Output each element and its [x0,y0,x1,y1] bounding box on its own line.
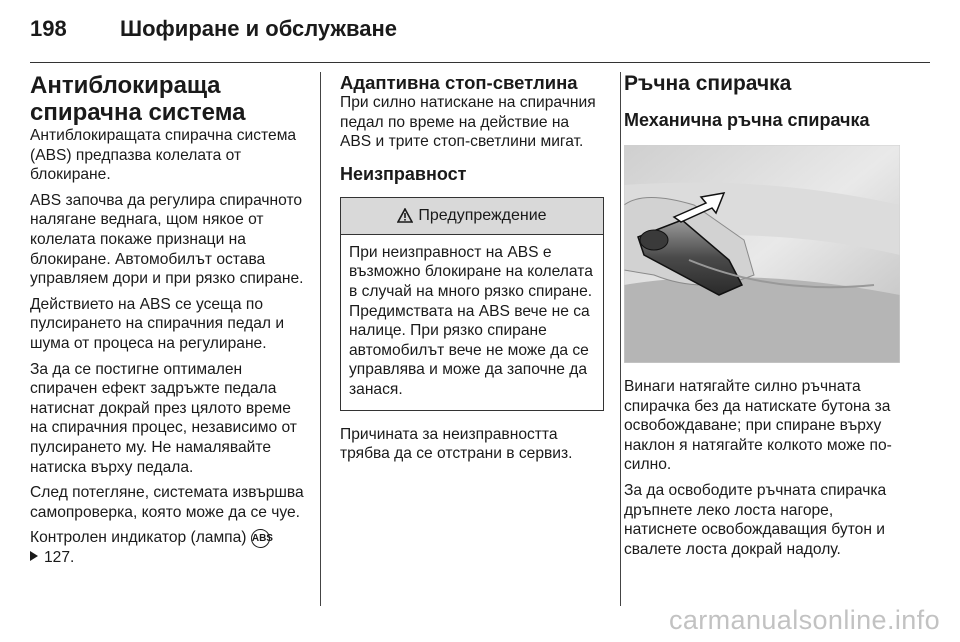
adaptive-brake-light-section [340,72,604,470]
page-header [30,16,397,46]
section-title: Ръчна спирачка [624,72,792,95]
paragraph: Антиблокиращата спирачна система (ABS) предпазва колелата от блокиране. [30,127,297,184]
warning-box [340,197,604,411]
header-divider [30,62,930,63]
paragraph: ABS започва да регулира спирачното налягане веднага, щом някое от колелата покаже признаци на блокиране. Автомобилът остава управляем дори и при рязко спиране. [30,191,304,288]
paragraph: При силно натискане на спирачния педал по време на действие на ABS и трите стоп-светлини мигат. [340,94,596,151]
indicator-text: Контролен индикатор (лампа) [30,529,247,547]
paragraph: За да освободите ръчната спирачка дръпнете леко лоста нагоре, натиснете освобождаващия бутон и свалете лоста докрай надолу. [624,481,887,558]
warning-header [341,198,603,235]
section-title: Адаптивна стоп-светлина [340,72,578,93]
watermark: carmanualsonline.info [668,605,940,635]
warning-title: Предупреждение [418,206,547,224]
section-title: Антиблокиращa спирачна система [30,72,246,126]
subsection-title: Неизправност [340,163,467,184]
warning-text: При неизправност на ABS е възможно блокиране на колелата в случай на много рязко спиране. Предимствата на ABS вече не са налице. При рязко спиране автомобилът вече не може да се управлява и може да започне да занася. [349,243,593,398]
page-reference[interactable]: 127. [44,549,75,567]
handbrake-photo [624,145,900,363]
abs-section [30,72,312,574]
page-number: 198 [30,16,67,41]
column-divider [320,72,321,606]
chapter-title: Шофиране и обслужване [120,16,398,41]
arrow-ref-icon [30,551,38,561]
paragraph: Причината за неизправността трябва да се отстрани в сервиз. [340,425,573,463]
paragraph: След потегляне, системата извършва самопроверка, която може да се чуе. [30,484,304,521]
paragraph: За да се постигне оптимален спирачен ефект задръжте педала натиснат докрай през цялото време на спирачния процес, независимо от пулсирането му. Не намалявайте натиска върху педала. [30,360,297,476]
subsection-title: Механична ръчна спирачка [624,110,870,130]
column-divider [620,72,621,606]
handbrake-section [624,72,908,565]
paragraph: Винаги натягайте силно ръчната спирачка без да натискате бутона за освобождаване; при спиране върху наклон я натягайте колкото може по-силно. [624,378,892,474]
abs-warning-icon: ABS [251,529,270,548]
indicator-paragraph [30,528,312,568]
paragraph: Действието на ABS се усеща по пулсирането на спирачния педал и шума от процеса на регулиране. [30,295,285,352]
warning-triangle-icon [397,208,413,223]
